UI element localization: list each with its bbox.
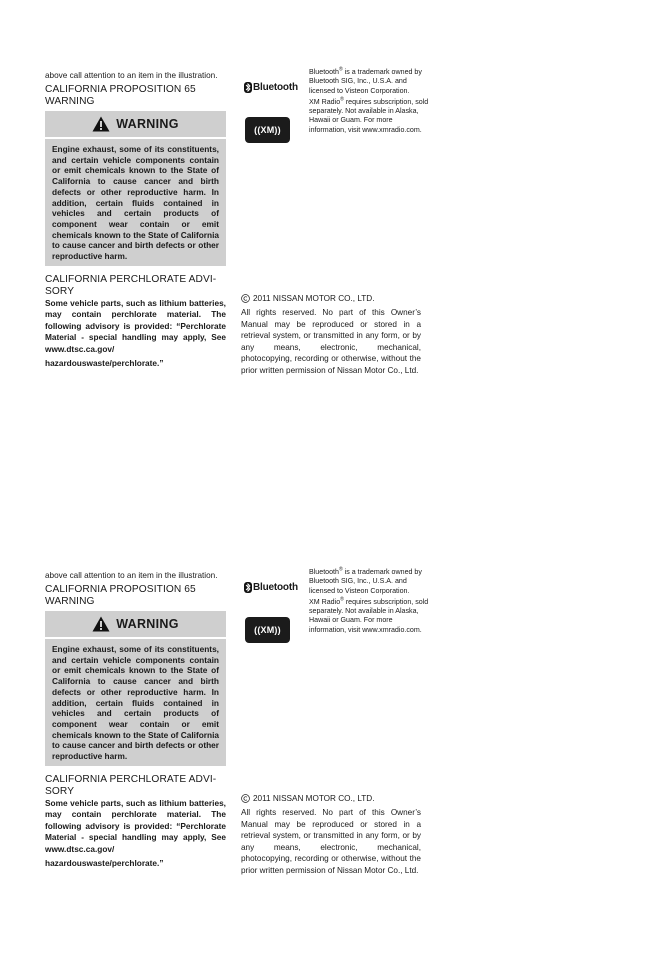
bluetooth-note (309, 68, 429, 96)
warning-triangle-icon (92, 616, 110, 632)
xm-note (309, 598, 429, 635)
perchlorate-heading (45, 774, 230, 798)
warning-label: WARNING (116, 617, 179, 631)
warning-body: Engine exhaust, some of its constituents, and certain vehicle components contain or emit chemicals known to the State of California to cause cancer and birth defects or other reproductive harm. In addition, certain fluids contained in vehicles and certain products of component wear contain or emit chemicals known to the State of California to cause cancer and birth defects or other reproductive harm. (52, 644, 219, 762)
page-half-bottom (0, 500, 662, 968)
bluetooth-logo-text: Bluetooth (253, 582, 298, 593)
copyright-line (241, 793, 421, 804)
bluetooth-logo (244, 582, 298, 593)
registered-mark: ® (338, 566, 343, 573)
xm-note-rest: requires subscription, sold separately. Not available in Alaska, Hawaii or Guam. For more information, visit www.xmradio.com. (309, 597, 429, 634)
warning-header (45, 611, 226, 639)
perchlorate-url-tail: hazardouswaste/perchlorate.” (45, 858, 164, 869)
registered-mark: ® (338, 66, 343, 73)
perchlorate-heading-line2: SORY (45, 786, 75, 797)
bluetooth-note-rest: is a trademark owned by Bluetooth SIG, Inc., U.S.A. and licensed to Visteon Corporation. (309, 568, 422, 595)
rights-text: All rights reserved. No part of this Owner’s Manual may be reproduced or stored in a retrieval system, or transmitted in any form, or by any means, electronic, mechanical, photocopying, recording or otherwise, without the prior written permission of Nissan Motor Co., Ltd. (241, 808, 421, 875)
proposition-heading-line1: CALIFORNIA PROPOSITION 65 (45, 584, 196, 595)
registered-mark: ® (340, 596, 344, 603)
perchlorate-body-text: Some vehicle parts, such as lithium batteries, may contain perchlorate material. The following advisory is provided: “Perchlorate Material - special handling may apply, See www.dtsc.ca.gov/ (45, 298, 226, 354)
proposition-heading-line1: CALIFORNIA PROPOSITION 65 (45, 84, 196, 95)
bluetooth-note (309, 568, 429, 596)
registered-mark: ® (340, 96, 344, 103)
proposition-heading (45, 84, 230, 108)
copyright-text: 2011 NISSAN MOTOR CO., LTD. (253, 794, 375, 803)
bluetooth-logo (244, 82, 298, 93)
copyright-text: 2011 NISSAN MOTOR CO., LTD. (253, 294, 375, 303)
xm-note-name: XM Radio (309, 597, 341, 606)
perchlorate-url-tail: hazardouswaste/perchlorate.” (45, 358, 164, 369)
xm-logo: ((XM)) (245, 117, 290, 143)
perchlorate-body-text: Some vehicle parts, such as lithium batteries, may contain perchlorate material. The following advisory is provided: “Perchlorate Material - special handling may apply, See www.dtsc.ca.gov/ (45, 798, 226, 854)
perchlorate-heading-line1: CALIFORNIA PERCHLORATE ADVI- (45, 774, 217, 785)
xm-note-name: XM Radio (309, 97, 341, 106)
warning-label: WARNING (116, 117, 179, 131)
warning-body: Engine exhaust, some of its constituents, and certain vehicle components contain or emit chemicals known to the State of California to cause cancer and birth defects or other reproductive harm. In addition, certain fluids contained in vehicles and certain products of component wear contain or emit chemicals known to the State of California to cause cancer and birth defects or other reproductive harm. (52, 144, 219, 262)
warning-triangle-icon (92, 116, 110, 132)
xm-logo: ((XM)) (245, 617, 290, 643)
warning-box (45, 111, 226, 266)
warning-header (45, 111, 226, 139)
proposition-heading-line2: WARNING (45, 596, 95, 607)
proposition-heading (45, 584, 230, 608)
xm-note-rest: requires subscription, sold separately. Not available in Alaska, Hawaii or Guam. For more information, visit www.xmradio.com. (309, 97, 429, 134)
copyright-line (241, 293, 421, 304)
bluetooth-note-name: Bluetooth (309, 568, 339, 576)
trademark-notes (309, 68, 429, 137)
warning-box (45, 611, 226, 766)
trademark-notes (309, 568, 429, 637)
perchlorate-body (45, 798, 226, 869)
perchlorate-heading-line2: SORY (45, 286, 75, 297)
proposition-heading-line2: WARNING (45, 96, 95, 107)
xm-note (309, 98, 429, 135)
copyright-icon (241, 294, 250, 303)
perchlorate-heading-line1: CALIFORNIA PERCHLORATE ADVI- (45, 274, 217, 285)
copyright-icon (241, 794, 250, 803)
bluetooth-icon (244, 82, 252, 93)
rights-text: All rights reserved. No part of this Owner’s Manual may be reproduced or stored in a retrieval system, or transmitted in any form, or by any means, electronic, mechanical, photocopying, recording or otherwise, without the prior written permission of Nissan Motor Co., Ltd. (241, 308, 421, 375)
bluetooth-note-rest: is a trademark owned by Bluetooth SIG, Inc., U.S.A. and licensed to Visteon Corporation. (309, 68, 422, 95)
bluetooth-logo-text: Bluetooth (253, 82, 298, 93)
bluetooth-icon (244, 582, 252, 593)
perchlorate-heading (45, 274, 230, 298)
perchlorate-body (45, 298, 226, 369)
bluetooth-note-name: Bluetooth (309, 68, 339, 76)
intro-text: above call attention to an item in the illustration. (45, 571, 218, 580)
intro-text: above call attention to an item in the illustration. (45, 71, 218, 80)
page-half-top (0, 0, 662, 468)
